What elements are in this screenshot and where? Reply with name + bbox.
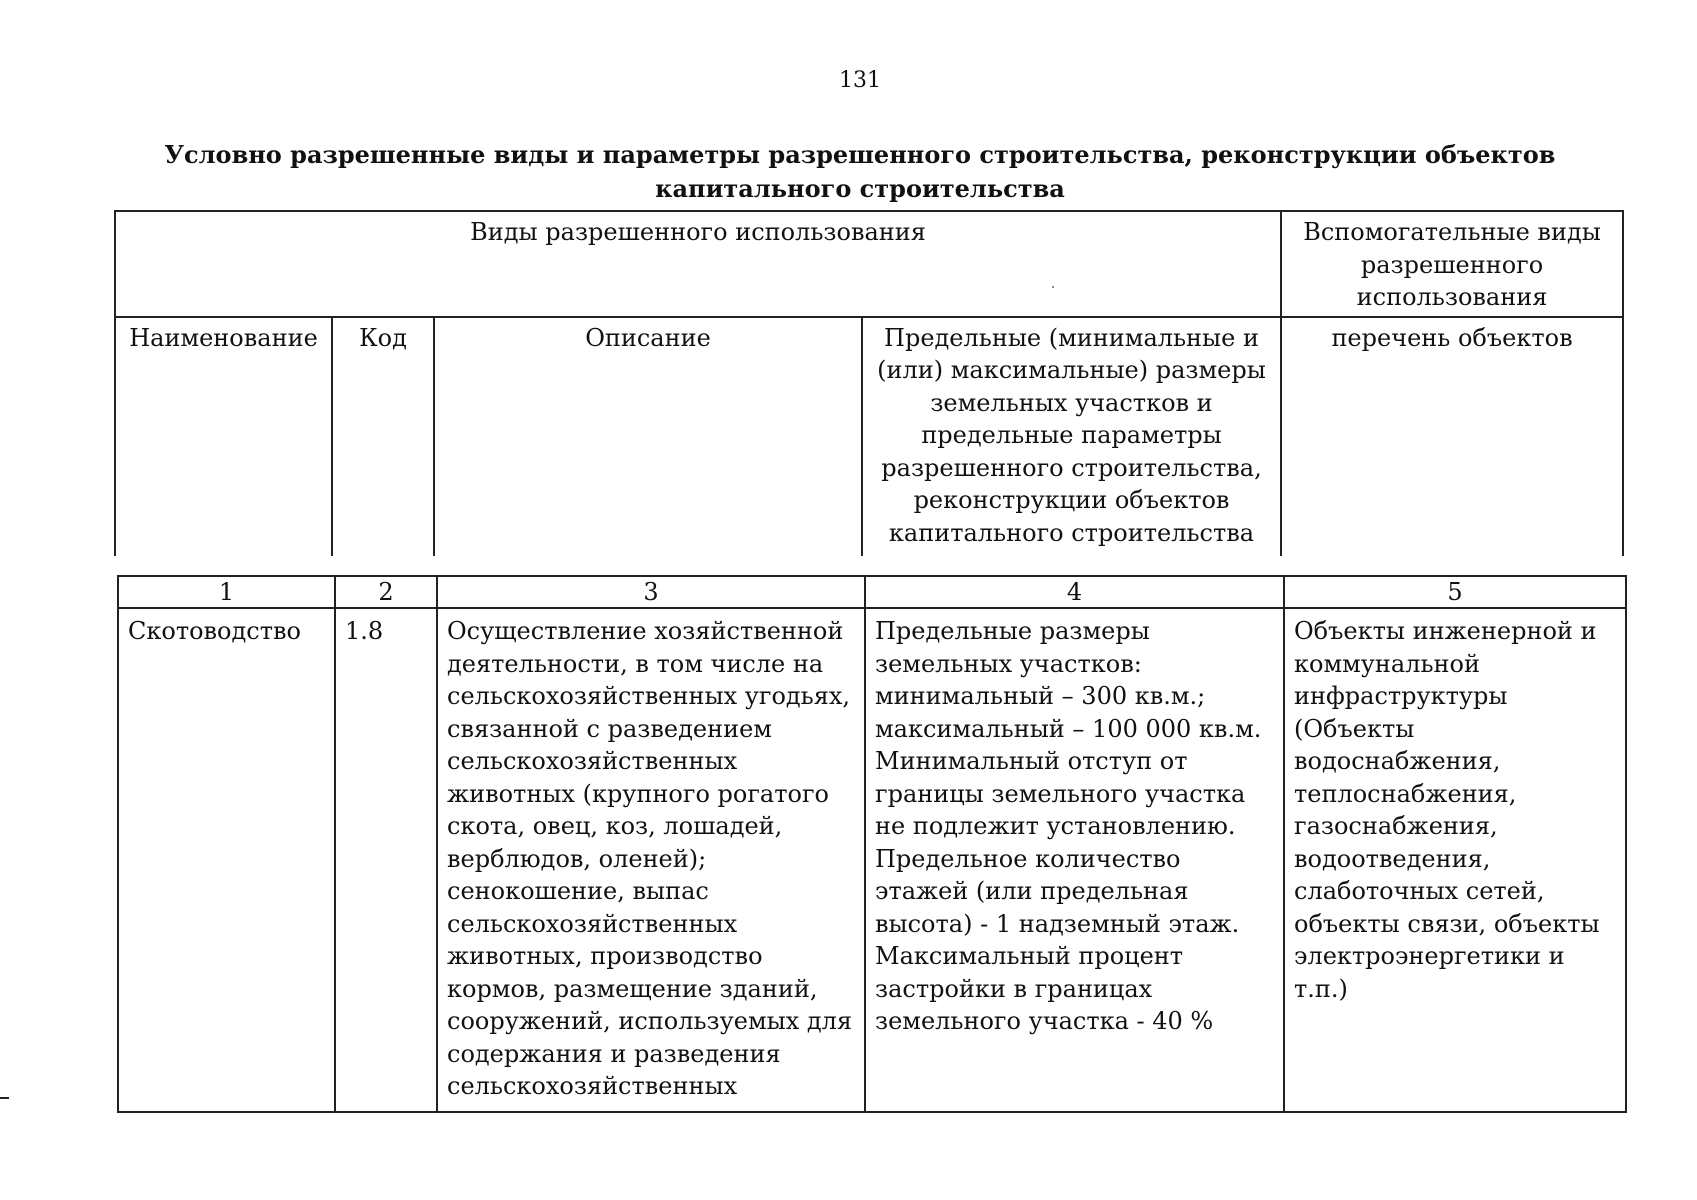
page-number: 131 [839, 68, 881, 93]
column-number: 3 [437, 576, 865, 608]
margin-mark [0, 1097, 9, 1099]
header-group-row [115, 211, 1623, 317]
column-number: 2 [335, 576, 437, 608]
title-line-2: капитального строительства [655, 174, 1065, 203]
param-line: Предельные размеры земельных участков: [875, 617, 1150, 678]
param-line: Максимальный процент застройки в границах земельного участка - 40 % [875, 942, 1214, 1035]
param-line: минимальный – 300 кв.м.; [875, 682, 1206, 710]
col-header-objects-list: перечень объектов [1281, 317, 1623, 556]
cell-auxiliary: Объекты инженерной и коммунальной инфраструктуры (Объекты водоснабжения, теплоснабжения, газоснабжения, водоотведения, слаботочных сетей, объекты связи, объекты электроэнергетики и т.п.) [1284, 608, 1626, 1112]
table-row [118, 608, 1626, 1112]
column-number: 4 [865, 576, 1284, 608]
param-line: максимальный – 100 000 кв.м. [875, 714, 1262, 743]
col-header-code: Код [332, 317, 434, 556]
col-header-parameters: Предельные (минимальные и (или) максимальные) размеры земельных участков и предельные параметры разрешенного строительства, реконструкции объектов капитального строительства [862, 317, 1281, 556]
cell-description: Осуществление хозяйственной деятельности, в том числе на сельскохозяйственных угодьях, связанной с разведением сельскохозяйственных животных (крупного рогатого скота, овец, коз, лошадей, верблюдов, оленей); сенокошение, выпас сельскохозяйственных животных, производство кормов, размещение зданий, сооружений, используемых для содержания и разведения сельскохозяйственных [437, 608, 865, 1112]
header-columns-row [115, 317, 1623, 556]
column-number: 1 [118, 576, 335, 608]
col-header-name: Наименование [115, 317, 332, 556]
main-group-header: Виды разрешенного использования [115, 211, 1281, 317]
data-table [117, 575, 1627, 1113]
aux-group-header: Вспомогательные виды разрешенного использования [1281, 211, 1623, 317]
param-line: Минимальный отступ от границы земельного участка не подлежит установлению. [875, 747, 1246, 840]
column-number: 5 [1284, 576, 1626, 608]
document-title [110, 138, 1610, 206]
header-table [114, 210, 1624, 556]
column-numbers-row [118, 576, 1626, 608]
title-line-1: Условно разрешенные виды и параметры разрешенного строительства, реконструкции объектов [164, 140, 1556, 169]
cell-name: Скотоводство [118, 608, 335, 1112]
col-header-description: Описание [434, 317, 862, 556]
param-line: Предельное количество этажей (или предельная высота) - 1 надземный этаж. [875, 844, 1240, 938]
cell-parameters [865, 608, 1284, 1112]
cell-code: 1.8 [335, 608, 437, 1112]
